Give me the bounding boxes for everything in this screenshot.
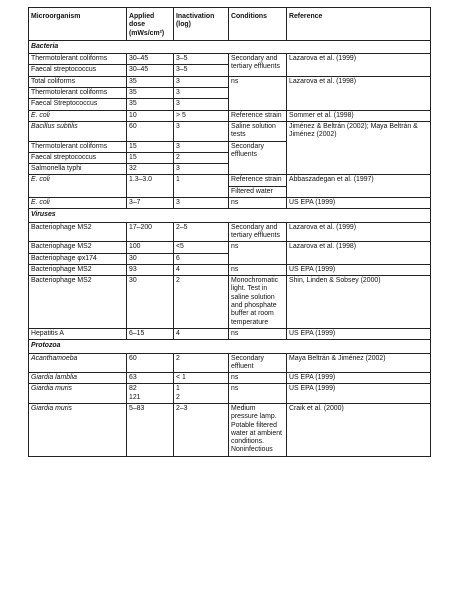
uv-inactivation-table [28, 7, 431, 457]
organism: Acanthamoeba [29, 353, 127, 373]
log: 3 [174, 141, 229, 152]
organism: Bacteriophage MS2 [29, 276, 127, 329]
header-inactivation: Inactivation (log) [174, 8, 229, 41]
table-row [29, 373, 431, 384]
table-row [29, 175, 431, 186]
reference: Craik et al. (2000) [287, 403, 431, 456]
reference: US EPA (1999) [287, 384, 431, 404]
reference: Jiménez & Beltrán (2002); Maya Beltrán & Jiménez (2002) [287, 121, 431, 174]
log: 2 [174, 353, 229, 373]
dose: 100 [127, 242, 174, 253]
organism: Hepatitis A [29, 328, 127, 339]
dose: 30 [127, 253, 174, 264]
log: 4 [174, 264, 229, 275]
table-row [29, 198, 431, 209]
log: 2 [174, 276, 229, 329]
conditions: Secondary effluent [229, 353, 287, 373]
dose: 63 [127, 373, 174, 384]
dose: 15 [127, 141, 174, 152]
reference: Lazarova et al. (1999) [287, 54, 431, 77]
organism: Bacteriophage φx174 [29, 253, 127, 264]
reference: US EPA (1999) [287, 328, 431, 339]
header-reference: Reference [287, 8, 431, 41]
table-row [29, 110, 431, 121]
log: 3 [174, 76, 229, 87]
log-value: 2 [176, 393, 180, 401]
header-row [29, 8, 431, 41]
conditions: Medium pressure lamp. Potable filtered water at ambient conditions. Noninfectious [229, 403, 287, 456]
conditions: ns [229, 242, 287, 265]
dose: 30–45 [127, 65, 174, 76]
log: 3 [174, 164, 229, 175]
table-row [29, 121, 431, 141]
reference: US EPA (1999) [287, 198, 431, 209]
organism: Bacteriophage MS2 [29, 242, 127, 253]
dose: 32 [127, 164, 174, 175]
conditions: ns [229, 373, 287, 384]
organism: Faecal Streptococcus [29, 99, 127, 110]
organism: Total coliforms [29, 76, 127, 87]
dose: 35 [127, 76, 174, 87]
section-protozoa: Protozoa [29, 340, 431, 353]
dose-value: 82 [129, 385, 137, 393]
organism: Bacteriophage MS2 [29, 264, 127, 275]
log: > 5 [174, 110, 229, 121]
section-viruses: Viruses [29, 209, 431, 222]
section-row-protozoa [29, 340, 431, 353]
section-row-bacteria [29, 40, 431, 53]
log: 3 [174, 121, 229, 141]
dose: 6–15 [127, 328, 174, 339]
organism: Thermotolerant coliforms [29, 54, 127, 65]
log: 3 [174, 88, 229, 99]
table-row [29, 403, 431, 456]
log: 1 [174, 175, 229, 198]
dose: 15 [127, 152, 174, 163]
dose: 3–7 [127, 198, 174, 209]
organism: E. coli [29, 110, 127, 121]
log: < 1 [174, 373, 229, 384]
reference: Shin, Linden & Sobsey (2000) [287, 276, 431, 329]
conditions: ns [229, 264, 287, 275]
table-row [29, 222, 431, 242]
dose: 60 [127, 121, 174, 141]
dose: 35 [127, 88, 174, 99]
organism: Giardia muris [29, 384, 127, 404]
conditions: ns [229, 384, 287, 404]
reference: Abbaszadegan et al. (1997) [287, 175, 431, 198]
organism: Bacteriophage MS2 [29, 222, 127, 242]
conditions: Secondary effluents [229, 141, 287, 175]
conditions: Monochromatic light. Test in saline solution and phosphate buffer at room temperature [229, 276, 287, 329]
log: 2–3 [174, 403, 229, 456]
conditions: Reference strain [229, 175, 287, 186]
reference: US EPA (1999) [287, 373, 431, 384]
organism: Bacillus subtilis [29, 121, 127, 141]
table-row [29, 264, 431, 275]
conditions: Secondary and tertiary effluents [229, 54, 287, 77]
organism: Salmonella typhi [29, 164, 127, 175]
conditions: ns [229, 76, 287, 110]
dose: 60 [127, 353, 174, 373]
log-value: 1 [176, 385, 180, 393]
log: 3–5 [174, 65, 229, 76]
dose: 35 [127, 99, 174, 110]
header-conditions: Conditions [229, 8, 287, 41]
organism: E. coli [29, 175, 127, 198]
conditions: Saline solution tests [229, 121, 287, 141]
reference: US EPA (1999) [287, 264, 431, 275]
conditions: Reference strain [229, 110, 287, 121]
table-row [29, 384, 431, 404]
reference: Lazarova et al. (1998) [287, 76, 431, 110]
dose [127, 384, 174, 404]
dose: 30–45 [127, 54, 174, 65]
dose: 17–200 [127, 222, 174, 242]
conditions: Secondary and tertiary effluents [229, 222, 287, 242]
table-row [29, 76, 431, 87]
table-row [29, 353, 431, 373]
organism: Giardia lamblia [29, 373, 127, 384]
conditions: Filtered water [229, 186, 287, 197]
conditions: ns [229, 328, 287, 339]
dose: 93 [127, 264, 174, 275]
log: 6 [174, 253, 229, 264]
dose: 5–83 [127, 403, 174, 456]
table-row [29, 242, 431, 253]
organism: Faecal streptococcus [29, 152, 127, 163]
table-row [29, 54, 431, 65]
dose: 1.3–3.0 [127, 175, 174, 198]
reference: Lazarova et al. (1998) [287, 242, 431, 265]
log: 2 [174, 152, 229, 163]
section-row-viruses [29, 209, 431, 222]
dose: 10 [127, 110, 174, 121]
reference: Sommer et al. (1998) [287, 110, 431, 121]
reference: Lazarova et al. (1999) [287, 222, 431, 242]
dose-value: 121 [129, 393, 141, 401]
organism: Thermotolerant coliforms [29, 88, 127, 99]
table-row [29, 328, 431, 339]
organism: Faecal streptococcus [29, 65, 127, 76]
section-bacteria: Bacteria [29, 40, 431, 53]
header-applied-dose: Applied dose (mWs/cm²) [127, 8, 174, 41]
conditions: ns [229, 198, 287, 209]
log: 3 [174, 99, 229, 110]
log: 3 [174, 198, 229, 209]
organism: Giardia muris [29, 403, 127, 456]
reference: Maya Beltrán & Jiménez (2002) [287, 353, 431, 373]
log [174, 384, 229, 404]
header-microorganism: Microorganism [29, 8, 127, 41]
log: 2–5 [174, 222, 229, 242]
log: 4 [174, 328, 229, 339]
dose: 30 [127, 276, 174, 329]
log: <5 [174, 242, 229, 253]
organism: Thermotolerant coliforms [29, 141, 127, 152]
table-row [29, 276, 431, 329]
log: 3–5 [174, 54, 229, 65]
organism: E. coli [29, 198, 127, 209]
